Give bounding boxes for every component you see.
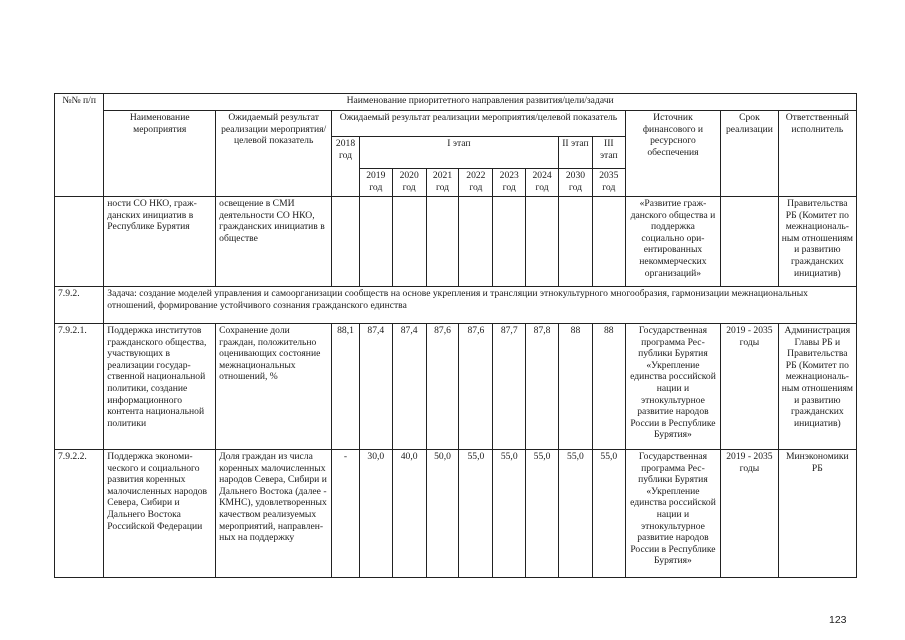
value-cell: 88 <box>592 324 625 450</box>
row-number <box>55 197 104 287</box>
header-responsible: Ответственный исполнитель <box>778 111 856 197</box>
value-cell <box>332 197 360 287</box>
value-cell: 88,1 <box>332 324 360 450</box>
task-number: 7.9.2. <box>55 287 104 324</box>
header-year: 2024 год <box>526 169 559 197</box>
value-cell: 87,6 <box>426 324 459 450</box>
funding-source: Государственная программа Республики Бурятия «Укрепление единства российской нации и этнокультурное развитие народов России в Республике Бурятия» <box>625 324 720 450</box>
value-cell: 87,6 <box>459 324 493 450</box>
expected-result: Сохранение доли граждан, положительно оценивающих состояние межнациональных отношений, % <box>216 324 332 450</box>
value-cell: 30,0 <box>359 450 392 578</box>
responsible: Правительства РБ (Комитет по межнациональным отношениям и развитию гражданских инициатив) <box>778 197 856 287</box>
header-year: 2021 год <box>426 169 459 197</box>
header-year: 2023 год <box>493 169 526 197</box>
expected-result: Доля граждан из числа коренных малочисленных народов Севера, Сибири и Дальнего Востока (далее - КМНС), удовлетворенных качеством реализуемых мероприятий, направленных на поддержку <box>216 450 332 578</box>
header-year-2018: 2018 год <box>332 137 360 197</box>
value-cell: - <box>332 450 360 578</box>
value-cell <box>392 197 426 287</box>
event-name: ности СО НКО, гражданских инициатив в Республике Бурятия <box>104 197 216 287</box>
row-number: 7.9.2.1. <box>55 324 104 450</box>
value-cell: 87,7 <box>493 324 526 450</box>
header-priority: Наименование приоритетного направления развития/цели/задачи <box>104 94 857 111</box>
value-cell: 55,0 <box>459 450 493 578</box>
task-text: Задача: создание моделей управления и самоорганизации сообществ на основе укрепления и трансляции этнокультурного многообразия, гармонизации межнациональных отношений, формирование устойчивого сознания гражданского единства <box>104 287 857 324</box>
header-num: №№ п/п <box>55 94 104 197</box>
value-cell: 40,0 <box>392 450 426 578</box>
value-cell <box>459 197 493 287</box>
expected-result: освещение в СМИ деятельности СО НКО, гражданских инициатив в обществе <box>216 197 332 287</box>
funding-source: «Развитие гражданского общества и поддержка социально ориентированных некоммерческих организаций» <box>625 197 720 287</box>
table-row <box>55 287 857 324</box>
header-term: Срок реализации <box>721 111 778 197</box>
value-cell: 88 <box>559 324 593 450</box>
value-cell: 50,0 <box>426 450 459 578</box>
header-year: 2035 год <box>592 169 625 197</box>
table-row <box>55 197 857 287</box>
value-cell <box>559 197 593 287</box>
value-cell: 87,8 <box>526 324 559 450</box>
header-expected-result: Ожидаемый результат реализации мероприятия/целевой показатель <box>216 111 332 197</box>
header-year: 2022 год <box>459 169 493 197</box>
header-year: 2020 год <box>392 169 426 197</box>
header-expected-indicator: Ожидаемый результат реализации мероприятия/целевой показатель <box>332 111 626 137</box>
page-number: 123 <box>829 614 847 626</box>
table-row <box>55 450 857 578</box>
term: 2019 - 2035 годы <box>721 324 778 450</box>
header-stage-2: II этап <box>559 137 593 169</box>
header-stage-1: I этап <box>359 137 558 169</box>
funding-source: Государственная программа Республики Бурятия «Укрепление единства российской нации и этнокультурное развитие народов России в Республике Бурятия» <box>625 450 720 578</box>
term: 2019 - 2035 годы <box>721 450 778 578</box>
value-cell <box>592 197 625 287</box>
header-stage-3: III этап <box>592 137 625 169</box>
header-year: 2030 год <box>559 169 593 197</box>
value-cell <box>526 197 559 287</box>
value-cell: 87,4 <box>392 324 426 450</box>
plan-table <box>54 93 857 578</box>
header-year: 2019 год <box>359 169 392 197</box>
event-name: Поддержка институтов гражданского общества, участвующих в реализации государственной национальной политики, создание информационного контента национальной политики <box>104 324 216 450</box>
value-cell <box>493 197 526 287</box>
value-cell: 55,0 <box>493 450 526 578</box>
header-source: Источник финансового и ресурсного обеспечения <box>625 111 720 197</box>
table-row <box>55 324 857 450</box>
value-cell: 55,0 <box>592 450 625 578</box>
value-cell <box>426 197 459 287</box>
value-cell <box>359 197 392 287</box>
responsible: Минэкономики РБ <box>778 450 856 578</box>
term <box>721 197 778 287</box>
value-cell: 87,4 <box>359 324 392 450</box>
responsible: Администрация Главы РБ и Правительства РБ (Комитет по межнациональным отношениям и развитию гражданских инициатив) <box>778 324 856 450</box>
value-cell: 55,0 <box>559 450 593 578</box>
value-cell: 55,0 <box>526 450 559 578</box>
event-name: Поддержка экономического и социального развития коренных малочисленных народов Севера, Сибири и Дальнего Востока Российской Федерации <box>104 450 216 578</box>
header-event-name: Наименование мероприятия <box>104 111 216 197</box>
row-number: 7.9.2.2. <box>55 450 104 578</box>
